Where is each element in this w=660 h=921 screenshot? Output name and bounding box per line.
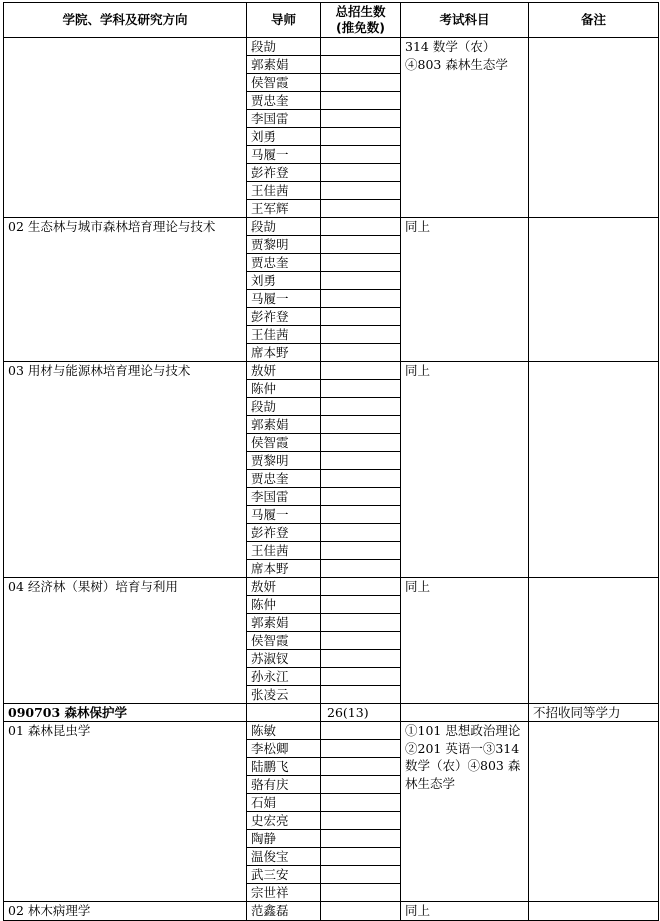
enrollment-table [3,2,659,921]
supervisor-cell: 李国雷 [247,110,321,128]
total-cell [321,182,401,200]
total-cell [321,686,401,704]
supervisor-cell: 贾忠奎 [247,470,321,488]
total-cell [321,848,401,866]
major-row [4,704,659,722]
note-cell [529,722,659,902]
total-cell [321,812,401,830]
total-cell [321,164,401,182]
supervisor-cell: 陈敏 [247,722,321,740]
table-row [4,902,659,921]
major-total: 26(13) [321,704,401,722]
supervisor-cell: 段劼 [247,218,321,236]
header-total [321,3,401,38]
total-cell [321,794,401,812]
total-cell [321,380,401,398]
header-total-line1: 总招生数 [335,4,386,19]
total-cell [321,452,401,470]
supervisor-cell: 范鑫磊 [247,902,321,921]
supervisor-cell: 宗世祥 [247,884,321,902]
note-cell [529,902,659,921]
supervisor-cell: 孙永江 [247,668,321,686]
header-exam: 考试科目 [401,3,529,38]
supervisor-cell: 敖妍 [247,362,321,380]
total-cell [321,542,401,560]
supervisor-cell: 陈仲 [247,380,321,398]
supervisor-cell: 王佳茜 [247,326,321,344]
note-cell [529,38,659,218]
supervisor-cell: 苏淑钗 [247,650,321,668]
total-cell [321,308,401,326]
supervisor-cell: 王佳茜 [247,542,321,560]
supervisor-cell: 段劼 [247,38,321,56]
note-cell [529,578,659,704]
exam-cell: 同上 [401,218,529,362]
total-cell [321,326,401,344]
supervisor-cell: 席本野 [247,560,321,578]
table-row [4,38,659,56]
table-row [4,218,659,236]
supervisor-cell: 刘勇 [247,128,321,146]
supervisor-cell: 侯智霞 [247,632,321,650]
supervisor-cell: 侯智霞 [247,74,321,92]
table-row [4,722,659,740]
total-cell [321,578,401,596]
supervisor-cell: 敖妍 [247,578,321,596]
direction-cell: 03 用材与能源林培育理论与技术 [4,362,247,578]
supervisor-cell: 马履一 [247,290,321,308]
supervisor-cell: 陈仲 [247,596,321,614]
supervisor-cell: 贾忠奎 [247,254,321,272]
direction-cell: 02 生态林与城市森林培育理论与技术 [4,218,247,362]
exam-cell: ①101 思想政治理论②201 英语一③314 数学（农）④803 森林生态学 [401,722,529,902]
table-row [4,362,659,380]
total-cell [321,146,401,164]
note-cell [529,362,659,578]
total-cell [321,416,401,434]
total-cell [321,236,401,254]
supervisor-cell: 刘勇 [247,272,321,290]
total-cell [321,200,401,218]
total-cell [321,650,401,668]
total-cell [321,722,401,740]
supervisor-cell: 彭祚登 [247,308,321,326]
supervisor-cell: 陶静 [247,830,321,848]
supervisor-cell: 郭素娟 [247,614,321,632]
header-supervisor: 导师 [247,3,321,38]
major-note: 不招收同等学力 [529,704,659,722]
note-cell [529,218,659,362]
total-cell [321,398,401,416]
supervisor-cell: 李国雷 [247,488,321,506]
total-cell [321,524,401,542]
total-cell [321,614,401,632]
header-direction: 学院、学科及研究方向 [4,3,247,38]
direction-cell [4,38,247,218]
supervisor-cell: 陆鹏飞 [247,758,321,776]
direction-cell: 01 森林昆虫学 [4,722,247,902]
exam-cell: 同上 [401,578,529,704]
total-cell [321,362,401,380]
total-cell [321,272,401,290]
total-cell [321,218,401,236]
major-code-name: 090703 森林保护学 [4,704,247,722]
exam-cell: 同上 [401,362,529,578]
total-cell [321,56,401,74]
header-note: 备注 [529,3,659,38]
total-cell [321,596,401,614]
total-cell [321,128,401,146]
header-total-line2: (推免数) [336,20,385,35]
supervisor-cell: 彭祚登 [247,524,321,542]
total-cell [321,740,401,758]
supervisor-cell: 武三安 [247,866,321,884]
total-cell [321,38,401,56]
supervisor-cell [247,704,321,722]
supervisor-cell: 王佳茜 [247,182,321,200]
direction-cell: 04 经济林（果树）培育与利用 [4,578,247,704]
direction-cell: 02 林木病理学 [4,902,247,921]
supervisor-cell: 石娟 [247,794,321,812]
supervisor-cell: 郭素娟 [247,416,321,434]
total-cell [321,866,401,884]
supervisor-cell: 贾黎明 [247,452,321,470]
exam-cell: 314 数学（农）④803 森林生态学 [401,38,529,218]
total-cell [321,506,401,524]
supervisor-cell: 贾黎明 [247,236,321,254]
total-cell [321,632,401,650]
total-cell [321,488,401,506]
supervisor-cell: 席本野 [247,344,321,362]
supervisor-cell: 李松卿 [247,740,321,758]
total-cell [321,470,401,488]
total-cell [321,668,401,686]
supervisor-cell: 侯智霞 [247,434,321,452]
exam-cell [401,704,529,722]
total-cell [321,110,401,128]
supervisor-cell: 贾忠奎 [247,92,321,110]
total-cell [321,92,401,110]
supervisor-cell: 王军辉 [247,200,321,218]
supervisor-cell: 马履一 [247,146,321,164]
total-cell [321,902,401,921]
supervisor-cell: 史宏亮 [247,812,321,830]
table-row [4,578,659,596]
supervisor-cell: 段劼 [247,398,321,416]
supervisor-cell: 张凌云 [247,686,321,704]
total-cell [321,758,401,776]
supervisor-cell: 郭素娟 [247,56,321,74]
total-cell [321,74,401,92]
exam-cell: 同上 [401,902,529,921]
total-cell [321,290,401,308]
total-cell [321,434,401,452]
total-cell [321,830,401,848]
total-cell [321,884,401,902]
total-cell [321,344,401,362]
header-row [4,3,659,38]
total-cell [321,254,401,272]
supervisor-cell: 马履一 [247,506,321,524]
supervisor-cell: 温俊宝 [247,848,321,866]
supervisor-cell: 骆有庆 [247,776,321,794]
total-cell [321,560,401,578]
total-cell [321,776,401,794]
supervisor-cell: 彭祚登 [247,164,321,182]
